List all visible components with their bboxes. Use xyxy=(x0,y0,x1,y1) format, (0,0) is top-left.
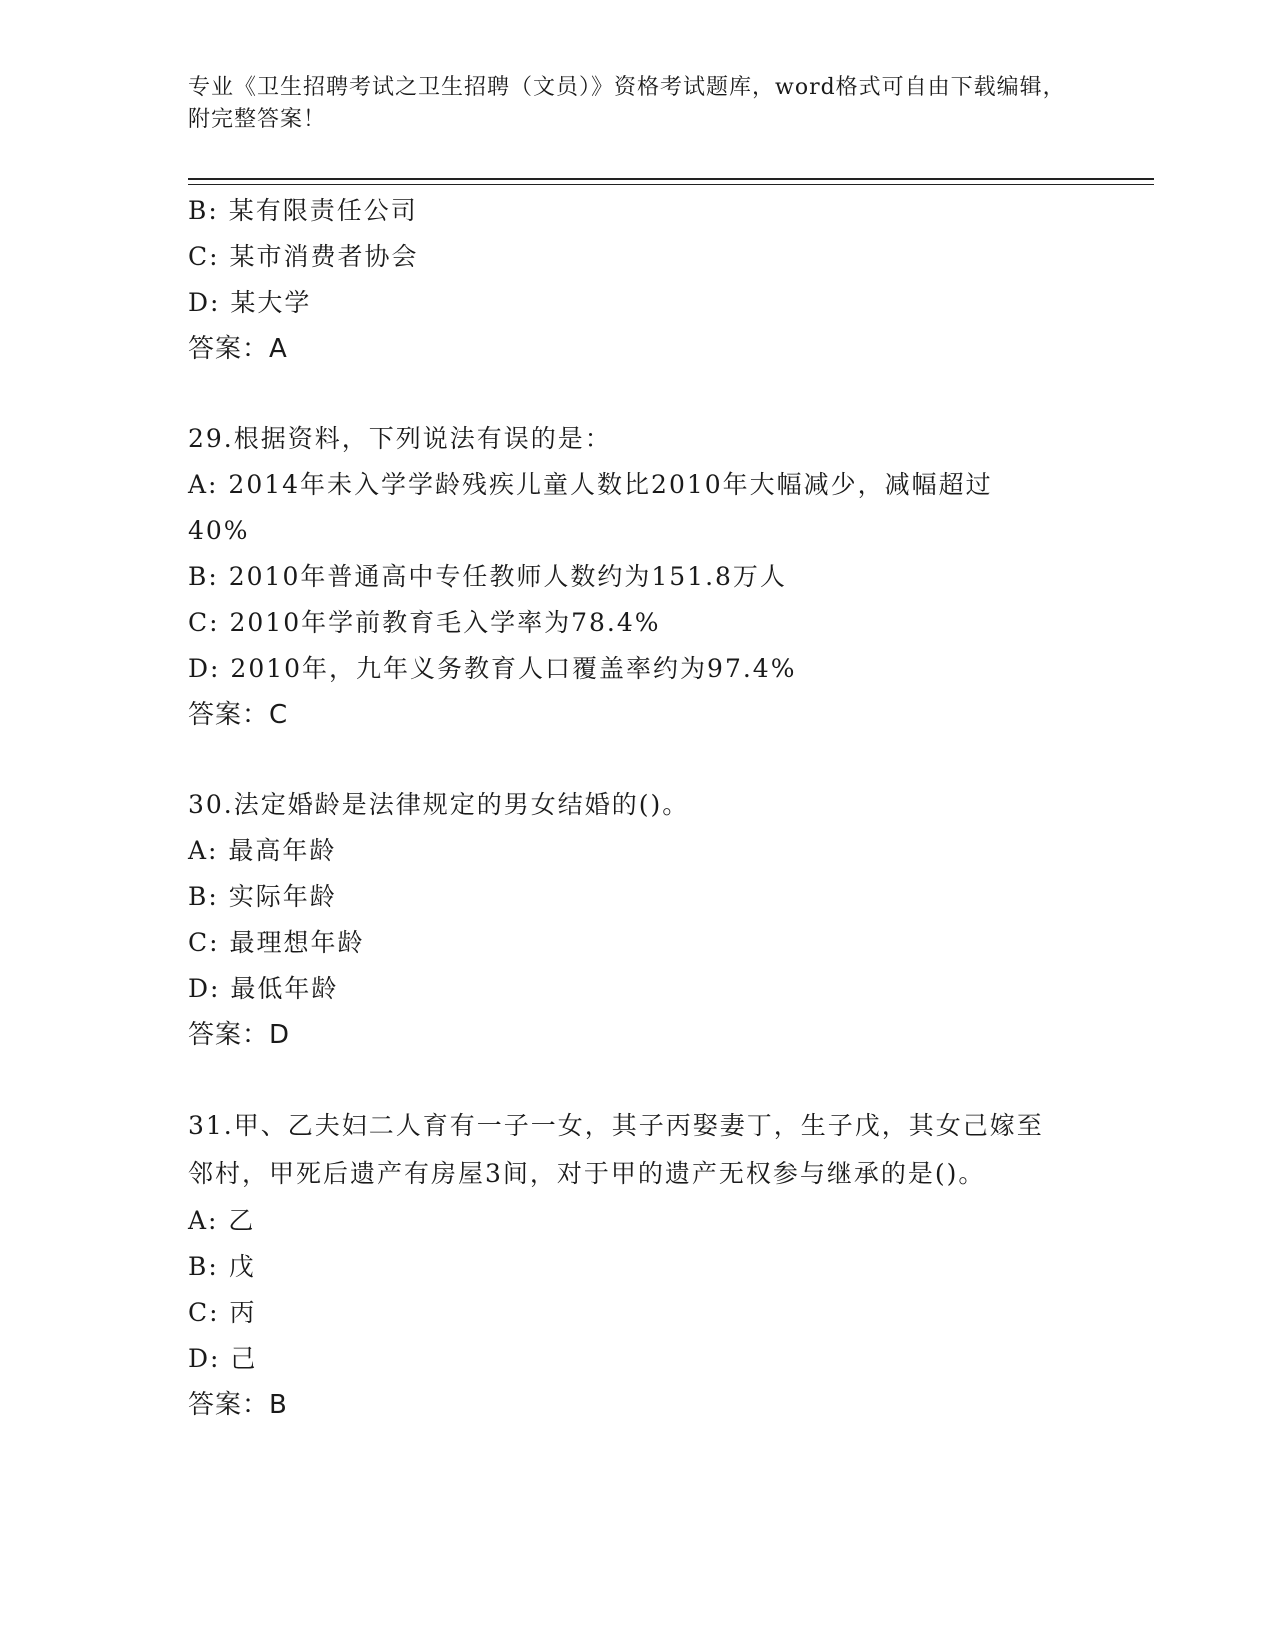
question-stem: 30.法定婚龄是法律规定的男女结婚的()。 xyxy=(188,790,690,819)
question-content xyxy=(188,188,1088,1428)
header-rule-thin xyxy=(188,184,1154,185)
question-stem: 29.根据资料，下列说法有误的是： xyxy=(188,424,612,453)
option-b: B: 戊 xyxy=(188,1252,256,1281)
option-b: B: 某有限责任公司 xyxy=(188,196,418,225)
option-a: A: 乙 xyxy=(188,1206,256,1235)
header-rule-thick xyxy=(188,178,1154,180)
question-29 xyxy=(188,416,1088,738)
option-b: B: 2010年普通高中专任教师人数约为151.8万人 xyxy=(188,562,787,591)
option-b: B: 实际年龄 xyxy=(188,882,337,911)
answer-line: 答案：D xyxy=(188,1020,291,1050)
option-c: C: 丙 xyxy=(188,1298,257,1327)
prev-question-block xyxy=(188,188,1088,372)
option-a: A: 2014年未入学学龄残疾儿童人数比2010年大幅减少，减幅超过40% xyxy=(188,470,993,545)
option-d: D: 己 xyxy=(188,1344,258,1373)
option-c: C: 某市消费者协会 xyxy=(188,242,419,271)
question-30 xyxy=(188,782,1088,1058)
document-header xyxy=(188,72,1068,136)
option-c: C: 2010年学前教育毛入学率为78.4% xyxy=(188,608,661,637)
option-d: D: 最低年龄 xyxy=(188,974,339,1003)
question-stem: 31.甲、乙夫妇二人育有一子一女，其子丙娶妻丁，生子戊，其女己嫁至邻村，甲死后遗产有房屋3间，对于甲的遗产无权参与继承的是()。 xyxy=(188,1111,1044,1188)
option-a: A: 最高年龄 xyxy=(188,836,337,865)
question-31 xyxy=(188,1102,1088,1428)
header-text: 专业《卫生招聘考试之卫生招聘（文员）》资格考试题库，word格式可自由下载编辑，附完整答案！ xyxy=(188,75,1066,132)
answer-line: 答案：C xyxy=(188,700,289,730)
option-d: D: 2010年，九年义务教育人口覆盖率约为97.4% xyxy=(188,654,797,683)
option-c: C: 最理想年龄 xyxy=(188,928,365,957)
answer-line: 答案：A xyxy=(188,334,288,364)
option-d: D: 某大学 xyxy=(188,288,312,317)
answer-line: 答案：B xyxy=(188,1390,288,1420)
